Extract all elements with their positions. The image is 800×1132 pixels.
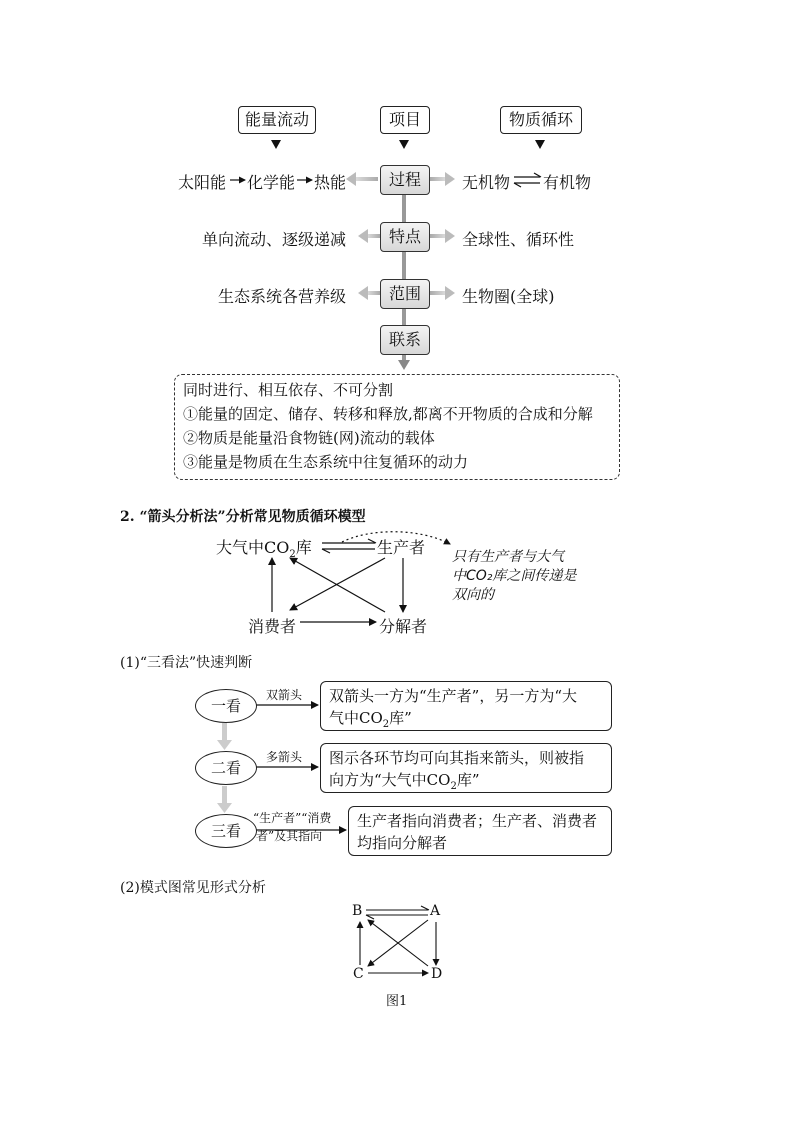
left-arrow-icon [358,229,368,243]
step-one-result: 双箭头一方为“生产者”，另一方为“大 气中$CO_2$库” [320,681,612,731]
left-arrow-icon [346,172,356,186]
matter-inorganic: 无机物 [462,173,511,192]
node-decomposer: 分解者 [379,617,428,636]
step-three-result: 生产者指向消费者；生产者、消费者 均指向分解者 [348,806,612,856]
step-one-ellipse: 一看 [195,689,257,723]
down-arrow-icon [399,140,409,149]
step-two-criterion: 多箭头 [266,750,303,764]
step-one-criterion: 双箭头 [266,688,303,702]
energy-scope: 生态系统各营养级 [218,287,347,306]
right-arrow-icon [445,229,455,243]
step-two-ellipse: 二看 [195,751,257,785]
row-label-link: 联系 [380,325,430,355]
relationship-line: 同时进行、相互依存、不可分割 [183,381,394,399]
step-two-result: 图示各环节均可向其指来箭头，则被指 向方为“大气中$CO_2$库” [320,743,612,793]
relationship-line: ②物质是能量沿食物链(网)流动的载体 [183,429,435,447]
row-label-scope: 范围 [380,279,430,309]
down-arrow-icon [217,740,232,750]
node-d: D [431,966,443,982]
right-arrow-icon [445,286,455,300]
node-b: B [352,903,363,919]
section-title: 2. “箭头分析法”分析常见物质循环模型 [120,509,366,525]
relationship-line: ①能量的固定、储存、转移和释放,都离不开物质的合成和分解 [183,405,593,423]
pattern-title: (2)模式图常见形式分析 [120,880,266,896]
right-arrow-icon [445,172,455,186]
header-item: 项目 [380,106,430,134]
node-consumer: 消费者 [248,617,297,636]
step-three-ellipse: 三看 [195,814,257,848]
row-label-process: 过程 [380,165,430,195]
row-label-feature: 特点 [380,222,430,252]
node-producer: 生产者 [377,538,426,557]
down-arrow-icon [271,140,281,149]
matter-feature: 全球性、循环性 [462,230,575,249]
energy-solar: 太阳能 [178,173,227,192]
down-arrow-icon [398,360,410,370]
matter-scope: 生物圈(全球) [462,287,555,306]
relationship-box [174,374,620,480]
down-arrow-icon [217,803,232,813]
handwritten-note: 只有生产者与大气 中CO₂库之间传递是 双向的 [452,549,577,603]
node-c: C [353,966,364,982]
energy-chemical: 化学能 [247,173,296,192]
relationship-line: ③能量是物质在生态系统中往复循环的动力 [183,453,469,471]
header-energy-flow: 能量流动 [238,106,316,134]
method-title: (1)“三看法”快速判断 [120,655,253,671]
energy-feature: 单向流动、逐级递减 [202,230,347,249]
node-atmosphere-co2: 大气中$CO_2$库 [216,538,312,561]
left-arrow-icon [358,286,368,300]
down-arrow-icon [535,140,545,149]
node-a: A [430,903,441,919]
matter-organic: 有机物 [543,173,592,192]
header-matter-cycle: 物质循环 [500,106,582,134]
figure-caption: 图1 [386,994,408,1009]
energy-heat: 热能 [314,173,347,192]
step-three-criterion: “生产者”“消费 者”及其指向 [253,811,332,843]
